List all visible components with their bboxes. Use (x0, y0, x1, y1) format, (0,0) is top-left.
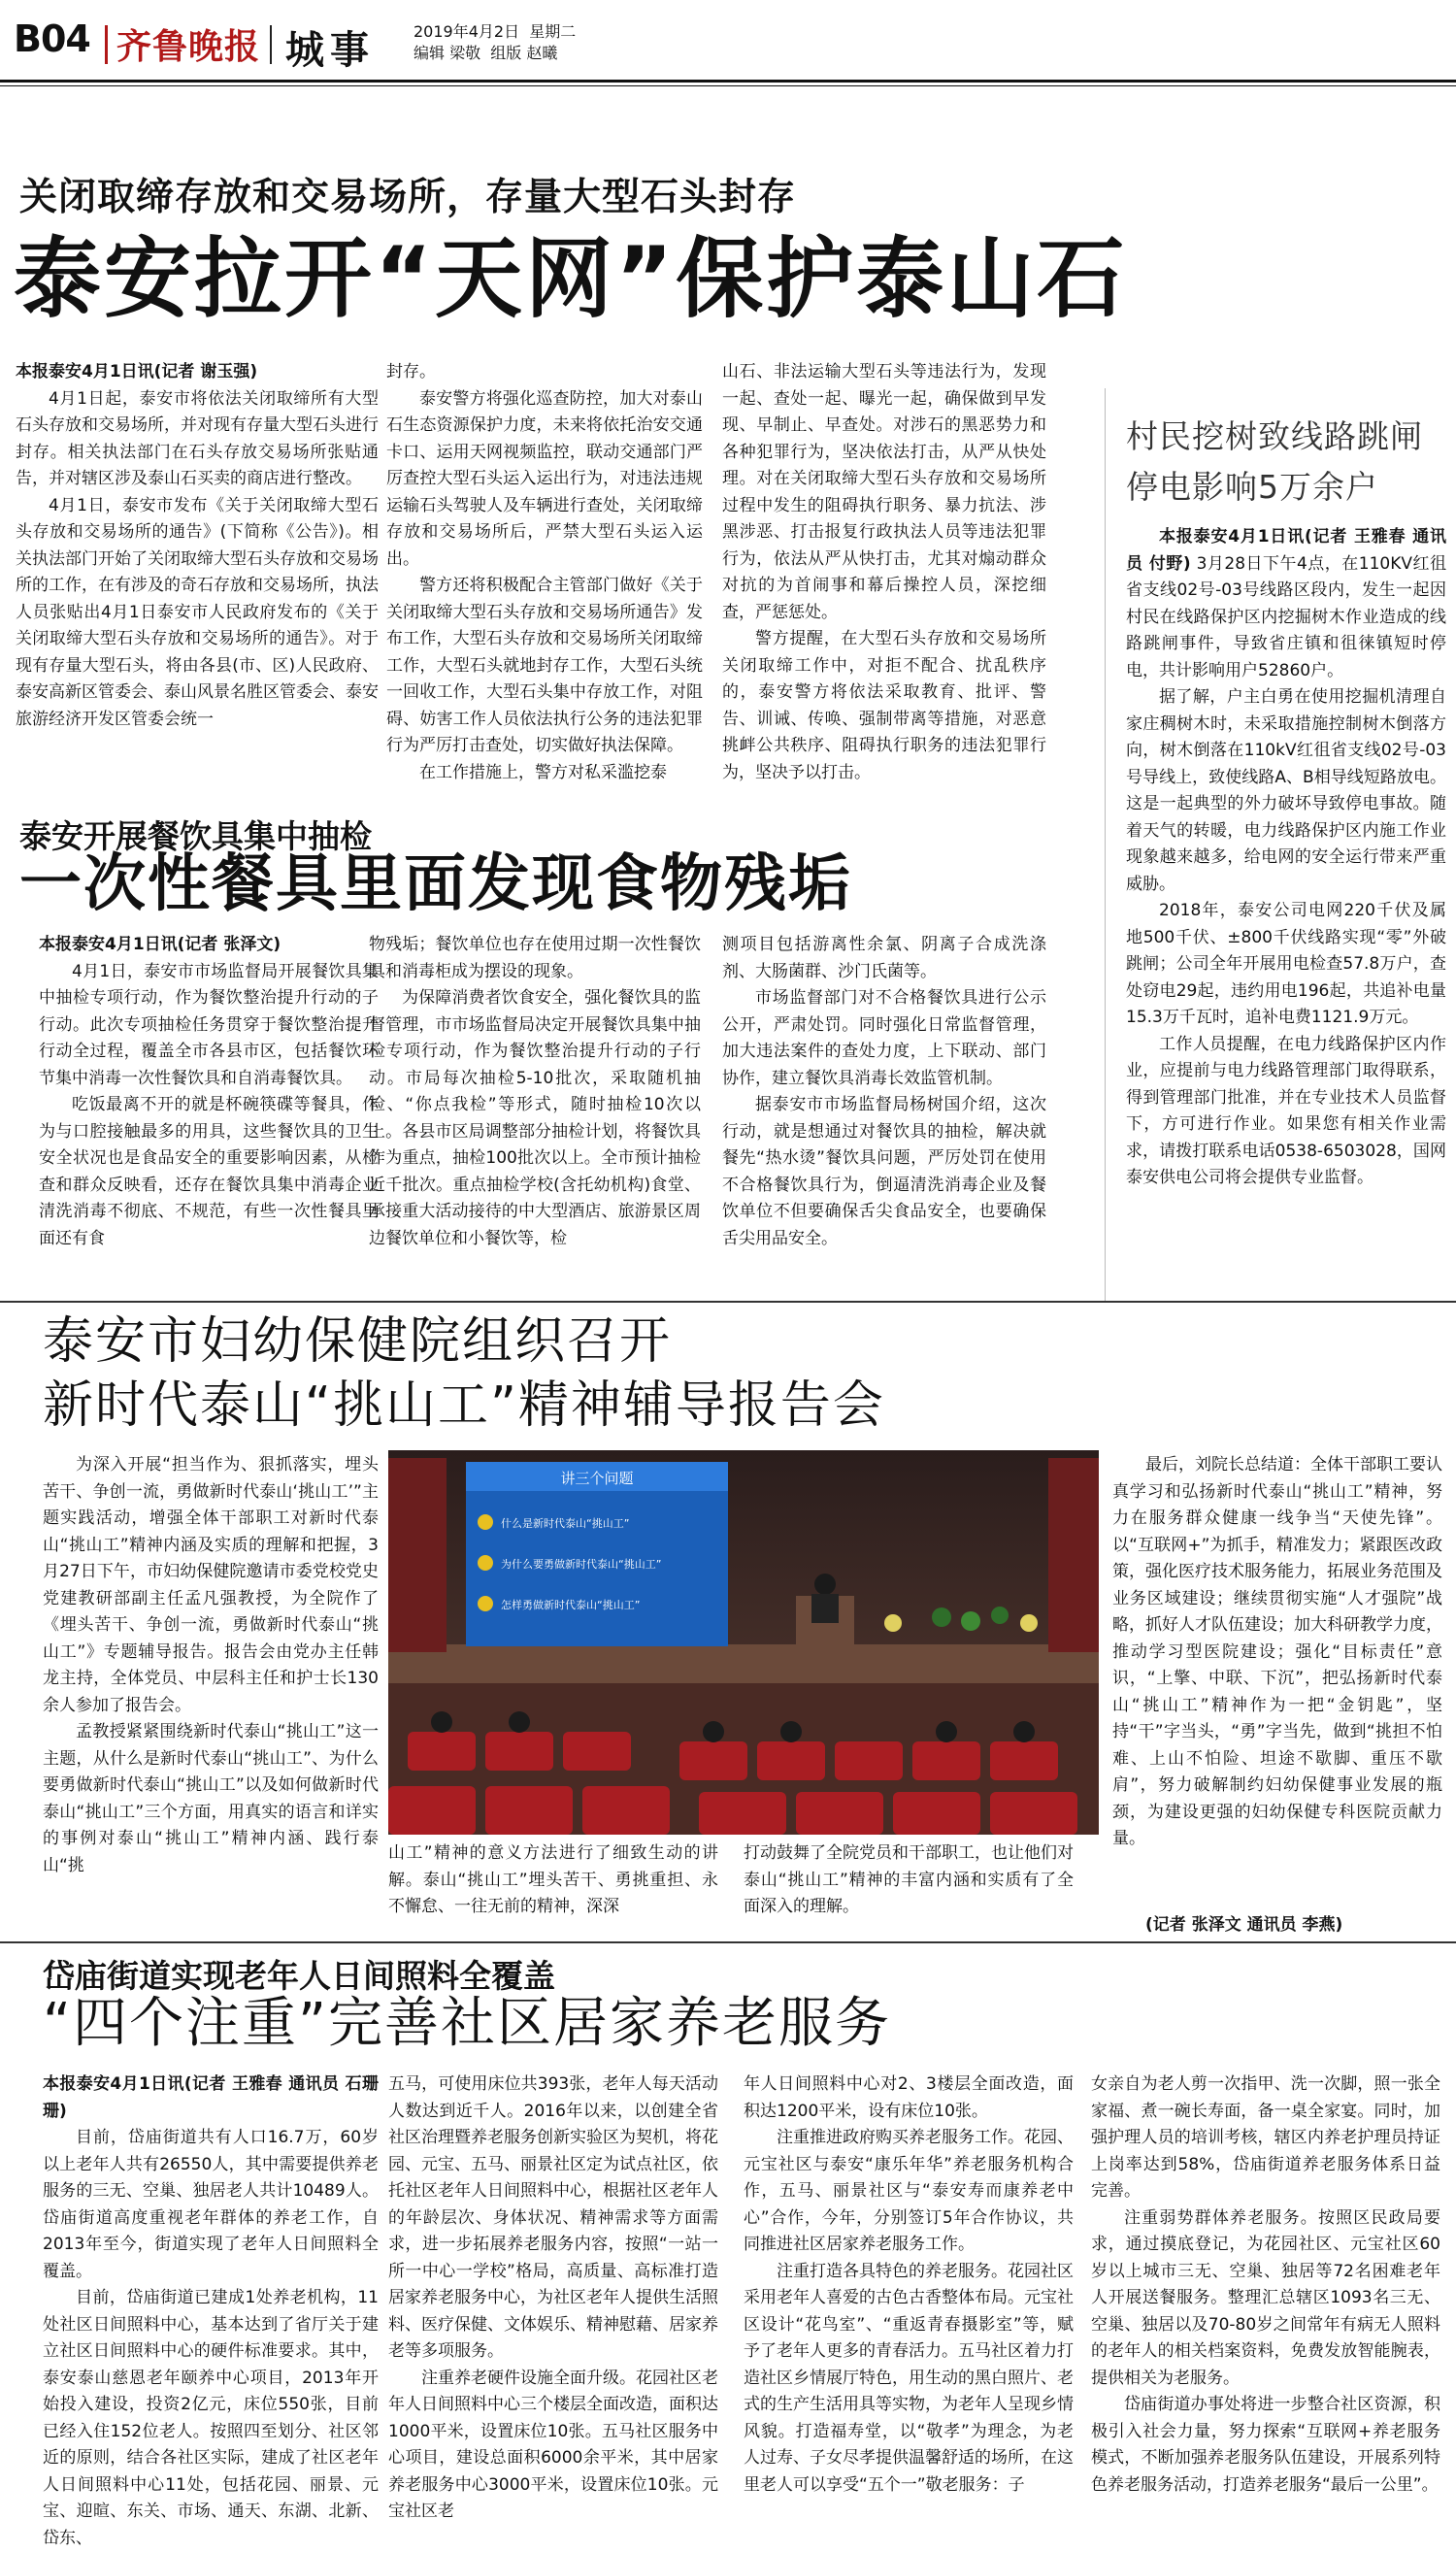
article-headline: “四个注重”完善社区居家养老服务 (43, 1992, 892, 2055)
article-paragraph: 工作人员提醒，在电力线路保护区内作业，应提前与电力线路管理部门取得联系，得到管理部门批准，并在专业技术人员监督下，方可进行作业。如果您有相关作业需求，请拨打联系电话0538-6503028，国网泰安供电公司将会提供专业监督。 (1126, 1034, 1446, 1187)
page-number: B04 (14, 17, 90, 60)
article-paragraph: 据了解，户主白勇在使用挖掘机清理自家庄稠树木时，未采取措施控制树木倒落方向，树木倒落在110kV红徂省支线02号-03号导线上，致使线路A、B相导线短路放电。这是一起典型的外力破坏导致停电事故。随着天气的转暖，电力线路保护区内施工作业现象越来越多，给电网的安全运行带来严重威胁。 (1126, 687, 1446, 894)
article-column (1126, 524, 1446, 1291)
article-paragraph: 注重养老硬件设施全面升级。花园社区老年人日间照料中心三个楼层全面改造，面积达1000平米，设置床位10张。五马社区服务中心项目，建设总面积6000余平米，其中居家养老服务中心3000平米，设置床位10张。元宝社区老 (388, 2368, 718, 2521)
article-paragraph: 孟教授紧紧围绕新时代泰山“挑山工”这一主题，从什么是新时代泰山“挑山工”、为什么要勇做新时代泰山“挑山工”以及如何做新时代泰山“挑山工”三个方面，用真实的语言和详实的事例对泰山“挑山工”精神内涵、践行泰山“挑 (43, 1722, 379, 1875)
article-column (722, 932, 1046, 1295)
article-column (43, 1452, 379, 1918)
layout-name: 赵曦 (526, 44, 558, 62)
article-paragraph: 打动鼓舞了全院党员和干部职工，也让他们对泰山“挑山工”精神的丰富内涵和实质有了全面深入的理解。 (744, 1843, 1074, 1916)
header-rule (0, 80, 1456, 83)
screen-line: 什么是新时代泰山“挑山工” (501, 1517, 630, 1530)
section-title: 城事 (285, 28, 375, 73)
lecture-hall-photo (388, 1450, 1099, 1835)
article-paragraph: 物残垢；餐饮单位也存在使用过期一次性餐饮具和消毒柜成为摆设的现象。 (369, 935, 701, 981)
issue-weekday: 星期二 (529, 22, 577, 41)
article-paragraph: 警方还将积极配合主管部门做好《关于关闭取缔大型石头存放和交易场所通告》发布工作，大型石头存放和交易场所关闭取缔工作，大型石头就地封存工作，大型石头统一回收工作，大型石头集中存放工作，对阻碍、妨害工作人员依法执行公务的违法犯罪行为严厉打击查处，切实做好执法保障。 (386, 576, 703, 755)
article-paragraph: 五马，可使用床位共393张，老年人每天活动人数达到近千人。2016年以来，以创建全省社区治理暨养老服务创新实验区为契机，将花园、元宝、五马、丽景社区定为试点社区，依托社区老年人日间照料中心，根据社区老年人的年龄层次、身体状况、精神需求等方面需求，进一步拓展养老服务内容，按照“一站一所一中心一学校”格局，高质量、高标准打造居家养老服务中心，为社区老年人提供生活照料、医疗保健、文体娱乐、精神慰藉、居家养老等多项服务。 (388, 2074, 718, 2361)
article-paragraph: 市场监督部门对不合格餐饮具进行公示公开，严肃处罚。同时强化日常监督管理，加大违法案件的查处力度，上下联动、部门协作，建立餐饮具消毒长效监管机制。 (722, 988, 1046, 1088)
article-column (1112, 1452, 1442, 1908)
article-byline: 本报泰安4月1日讯(记者 谢玉强) (16, 362, 258, 381)
article-byline: 本报泰安4月1日讯(记者 王雅春 通讯员 石珊珊) (43, 2074, 379, 2121)
article-column (16, 359, 379, 790)
column-divider (1105, 388, 1106, 1301)
article-paragraph: 目前，岱庙街道共有人口16.7万，60岁以上老年人共有26550人，其中需要提供养老服务的三无、空巢、独居老人共计10489人。岱庙街道高度重视老年群体的养老工作，自2013年至今，街道实现了老年人日间照料全覆盖。 (43, 2128, 379, 2281)
section-divider (0, 1301, 1456, 1303)
issue-date: 2019年4月2日 (414, 22, 520, 41)
article-column (388, 2071, 718, 2521)
article-kicker: 岱庙街道实现老年人日间照料全覆盖 (43, 1957, 555, 1995)
article-paragraph: 注重推进政府购买养老服务工作。花园、元宝社区与泰安“康乐年华”养老服务机构合作，五马、丽景社区与“泰安寿而康养老中心”合作，今年，分别签订5年合作协议，共同推进社区居家养老服务工作。 (744, 2128, 1074, 2254)
article-paragraph: 为保障消费者饮食安全，强化餐饮具的监督管理，市市场监督局决定开展餐饮具集中抽检专项行动，作为餐饮整治提升行动的子行动。市局每次抽检5-10批次，采取随机抽检、“你点我检”等形式，随时抽检10次以上。各县市区局调整部分抽检计划，将餐饮具作为重点，抽检100批次以上。全市预计抽检近千批次。重点抽检学校(含托幼机构)食堂、承接重大活动接待的中大型酒店、旅游景区周边餐饮单位和小餐饮等，检 (369, 988, 701, 1248)
article-paragraph: 在工作措施上，警方对私采滥挖泰 (419, 762, 667, 782)
article-column (43, 2071, 379, 2548)
article-paragraph-text: 3月28日下午4点，在110KV红徂省支线02号-03号线路区段内，发生一起因村民在线路保护区内挖掘树木作业造成的线路跳闸事件，导致省庄镇和徂徕镇短时停电，共计影响用户52860户。 (1126, 553, 1446, 680)
article-column (1091, 2071, 1440, 2495)
article-paragraph: 2018年，泰安公司电网220千伏及属地500千伏、±800千伏线路实现“零”外破跳闸；公司全年开展用电检查57.8万户，查处窃电29起，违约用电196起，共追补电量15.3万千瓦时，追补电费1121.9万元。 (1126, 901, 1446, 1027)
article-paragraph: 年人日间照料中心对2、3楼层全面改造，面积达1200平米，设有床位10张。 (744, 2074, 1074, 2121)
layout-label: 组版 (490, 44, 522, 62)
article-headline: 一次性餐具里面发现食物残垢 (19, 848, 852, 920)
article-column (722, 359, 1046, 790)
screen-line: 为什么要勇做新时代泰山“挑山工” (501, 1558, 662, 1571)
article-byline: 本报泰安4月1日讯(记者 张泽文) (39, 935, 281, 954)
newspaper-brand-logo: 齐鲁晚报 (116, 26, 261, 67)
article-column (388, 1840, 718, 1938)
screen-line: 怎样勇做新时代泰山“挑山工” (501, 1599, 641, 1611)
article-column (744, 2071, 1074, 2495)
article-paragraph: 4月1日，泰安市市场监督局开展餐饮具集中抽检专项行动，作为餐饮整治提升行动的子行动。此次专项抽检任务贯穿于餐饮整治提升行动全过程，覆盖全市各县市区，包括餐饮环节集中消毒一次性餐饮具和自消毒餐饮具。 (39, 961, 379, 1088)
article-paragraph: 山工”精神的意义方法进行了细致生动的讲解。泰山“挑山工”埋头苦干、勇挑重担、永不懈怠、一往无前的精神，深深 (388, 1843, 718, 1916)
article-paragraph: 注重弱势群体养老服务。按照区民政局要求，通过摸底登记，为花园社区、元宝社区60岁以上城市三无、空巢、独居等72名困难老年人开展送餐服务。整理汇总辖区1093名三无、空巢、独居以及70-80岁之间常年有病无人照料的老年人的相关档案资料，免费发放智能腕表，提供相关为老服务。 (1091, 2207, 1440, 2388)
article-headline: 村民挖树致线路跳闸 停电影响5万余户 (1126, 417, 1423, 506)
article-paragraph: 泰安警方将强化巡查防控，加大对泰山石生态资源保护力度，未来将依托治安交通卡口、运用天网视频监控，联动交通部门严厉查控大型石头运入运出行为，对违法违规运输石头驾驶人及车辆进行查处，关闭取缔存放和交易场所后，严禁大型石头运入运出。 (386, 388, 703, 569)
article-paragraph: 据泰安市市场监督局杨树国介绍，这次行动，就是想通过对餐饮具的抽检，解决就餐先“热水烫”餐饮具问题，严厉处罚在使用不合格餐饮具行为，倒逼清洗消毒企业及餐饮单位不但要确保舌尖食品安全，也要确保舌尖用品安全。 (722, 1095, 1046, 1248)
article-paragraph: 山石、非法运输大型石头等违法行为，发现一起、查处一起、曝光一起，确保做到早发现、早制止、早查处。对涉石的黑恶势力和各种犯罪行为，坚决依法打击，从严从快处理。对在关闭取缔大型石头存放和交易场所过程中发生的阻碍执行职务、暴力抗法、涉黑涉恶、打击报复行政执法人员等违法犯罪行为，依法从严从快打击，尤其对煽动群众对抗的为首闹事和幕后操控人员，深挖细查，严惩惩处。 (722, 362, 1046, 622)
editor-label: 编辑 (414, 44, 446, 62)
article-headline-line2: 新时代泰山“挑山工”精神辅导报告会 (43, 1376, 885, 1435)
editor-name: 梁敬 (449, 44, 481, 62)
article-column (744, 1840, 1074, 1938)
article-paragraph: 目前，岱庙街道已建成1处养老机构，11处社区日间照料中心，基本达到了省厅关于建立社区日间照料中心的硬件标准要求。其中，泰安泰山慈恩老年颐养中心项目，2013年开始投入建设，投资2亿元，床位550张，目前已经入住152位老人。按照四至划分、社区邻近的原则，结合各社区实际，建成了社区老年人日间照料中心11处，包括花园、丽景、元宝、迎暄、东关、市场、通天、东湖、北新、岱东、 (43, 2288, 379, 2548)
article-paragraph: 吃饭最离不开的就是杯碗筷碟等餐具，作为与口腔接触最多的用具，这些餐饮具的卫生安全状况也是食品安全的重要影响因素，从检查和群众反映看，还存在餐饮具集中消毒企业清洗消毒不彻底、不规范，有些一次性餐具里面还有食 (39, 1095, 379, 1248)
section-divider (0, 1941, 1456, 1943)
photo-illustration (388, 1450, 1099, 1835)
issue-meta (414, 21, 576, 64)
article-kicker: 泰安开展餐饮具集中抽检 (19, 817, 372, 855)
article-paragraph: 封存。 (386, 362, 436, 381)
article-byline: 本报泰安4月1日讯(记者 王雅春 通讯员 付野) (1126, 527, 1446, 574)
article-paragraph: 女亲自为老人剪一次指甲、洗一次脚，照一张全家福、煮一碗长寿面，备一桌全家宴。同时，加强护理人员的培训考核，辖区内养老护理员持证上岗率达到58%，岱庙街道养老服务体系日益完善。 (1091, 2074, 1440, 2201)
article-paragraph: 测项目包括游离性余氯、阴离子合成洗涤剂、大肠菌群、沙门氏菌等。 (722, 935, 1046, 981)
article-column (39, 932, 379, 1295)
article-paragraph: 4月1日起，泰安市将依法关闭取缔所有大型石头存放和交易场所，并对现有存量大型石头进行封存。相关执法部门在石头存放交易场所张贴通告，并对辖区涉及泰山石买卖的商店进行整改。 (16, 388, 379, 488)
article-column (369, 932, 701, 1295)
article-paragraph: 警方提醒，在大型石头存放和交易场所关闭取缔工作中，对拒不配合、扰乱秩序的，泰安警方将依法采取教育、批评、警告、训诫、传唤、强制带离等措施，对恶意挑衅公共秩序、阻碍执行职务的违法犯罪行为，坚决予以打击。 (722, 629, 1046, 782)
article-headline: 泰安拉开“天网”保护泰山石 (14, 228, 1128, 330)
article-headline-line1: 泰安市妇幼保健院组织召开 (43, 1312, 673, 1371)
article-paragraph (1126, 524, 1446, 684)
screen-title: 讲三个问题 (560, 1470, 634, 1487)
article-kicker: 关闭取缔存放和交易场所，存量大型石头封存 (19, 176, 797, 219)
article-paragraph: 注重打造各具特色的养老服务。花园社区采用老年人喜爱的古色古香整体布局。元宝社区设计“花鸟室”、“重返青春摄影室”等，赋予了老年人更多的青春活力。五马社区着力打造社区乡情展厅特色，用生动的黑白照片、老式的生产生活用具等实物，为老年人呈现乡情风貌。打造福寿堂，以“敬孝”为理念，为老人过寿、子女尽孝提供温馨舒适的场所，在这里老人可以享受“五个一”敬老服务：子 (744, 2261, 1074, 2495)
article-paragraph: 最后，刘院长总结道：全体干部职工要认真学习和弘扬新时代泰山“挑山工”精神，努力在服务群众健康一线争当“天使先锋”。以“互联网+”为抓手，精准发力；紧跟医改政策，强化医疗技术服务能力，拓展业务范围及业务区域建设；继续贯彻实施“人才强院”战略，抓好人才队伍建设；加大科研教学力度，推动学习型医院建设；强化“目标责任”意识，“上擎、中联、下沉”，把弘扬新时代泰山“挑山工”精神作为一把“金钥匙”，坚持“干”字当头，“勇”字当先，做到“挑担不怕难、上山不怕险、坦途不歇脚、重压不歇肩”，努力破解制约妇幼保健事业发展的瓶颈，为建设更强的妇幼保健专科医院贡献力量。 (1112, 1455, 1442, 1848)
article-paragraph: 4月1日，泰安市发布《关于关闭取缔大型石头存放和交易场所的通告》(下简称《公告》)。相关执法部门开始了关闭取缔大型石头存放和交易场所的工作，在有涉及的奇石存放和交易场所，执法人员张贴出4月1日泰安市人民政府发布的《关于关闭取缔大型石头存放和交易场所的通告》。对于现有存量大型石头，将由各县(市、区)人民政府、泰安高新区管委会、泰山风景名胜区管委会、泰安旅游经济开发区管委会统一 (16, 495, 379, 729)
article-column (386, 359, 703, 790)
article-credit: (记者 张泽文 通讯员 李燕) (1145, 1915, 1343, 1935)
article-paragraph: 岱庙街道办事处将进一步整合社区资源，积极引入社会力量，努力探索“互联网+养老服务模式，不断加强养老服务队伍建设，开展系列特色养老服务活动，打造养老服务“最后一公里”。 (1091, 2395, 1440, 2495)
article-paragraph: 为深入开展“担当作为、狠抓落实，埋头苦干、争创一流，勇做新时代泰山‘挑山工’”主题实践活动，增强全体干部职工对新时代泰山“挑山工”精神内涵及实质的理解和把握，3月27日下午，市妇幼保健院邀请市委党校党史党建教研部副主任孟凡强教授，为全院作了《埋头苦干、争创一流，勇做新时代泰山“挑山工”》专题辅导报告。报告会由党办主任韩龙主持，全体党员、中层科主任和护士长130余人参加了报告会。 (43, 1455, 379, 1715)
